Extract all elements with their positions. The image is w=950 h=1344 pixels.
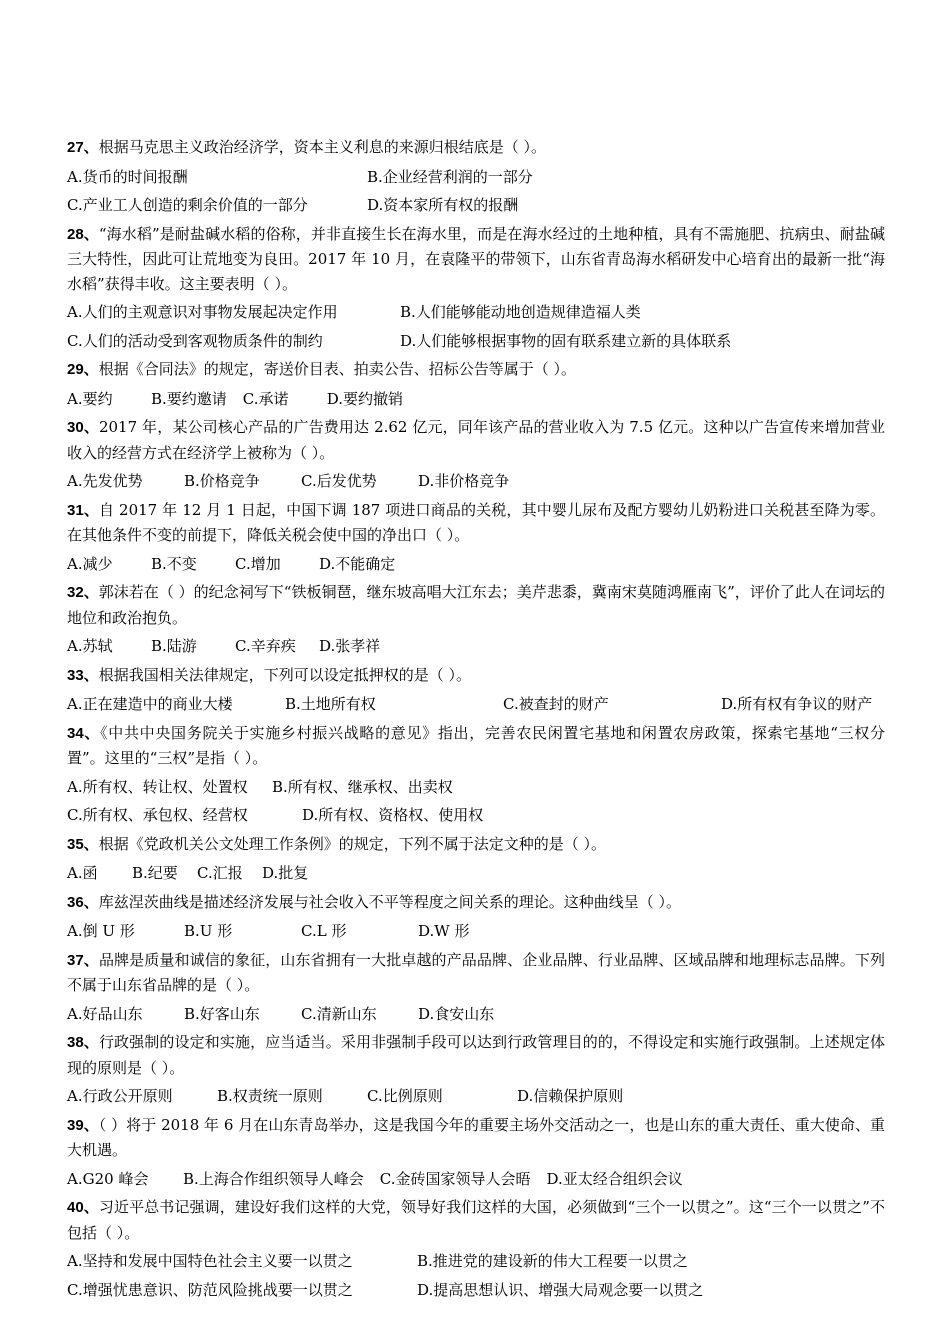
options-row [67, 387, 885, 412]
option-d: D.W 形 [418, 922, 470, 940]
option-d: D.所有权有争议的财产 [721, 695, 873, 713]
option-a: A.货币的时间报酬 [67, 167, 188, 186]
question-27 [67, 135, 885, 161]
option-b: B.陆游 [151, 637, 197, 655]
question-text: 郭沫若在（ ）的纪念祠写下“铁板铜琶，继东坡高唱大江东去；美芹悲黍，冀南宋莫随鸿雁南飞”，评价了此人在词坛的地位和政治抱负。 [67, 583, 885, 627]
question-39 [67, 1113, 885, 1163]
option-c: C.比例原则 [367, 1087, 443, 1105]
option-d: D.提高思想认识、增强大局观念要一以贯之 [417, 1280, 704, 1299]
question-36 [67, 890, 885, 916]
question-text: “海水稻”是耐盐碱水稻的俗称，并非直接生长在海水里，而是在海水经过的土地种植，具有不需施肥、抗病虫、耐盐碱三大特性，因此可让荒地变为良田。2017 年 10 月，在袁隆平的带领下，山东省青岛海水稻研发中心培育出的最新一批“海水稻”获得丰收。这主要表明（ ）。 [67, 224, 885, 293]
option-d: D.信赖保护原则 [517, 1087, 624, 1105]
option-a: A.坚持和发展中国特色社会主义要一以贯之 [67, 1252, 353, 1270]
question-number: 28、 [67, 225, 99, 243]
option-c: C.增强忧患意识、防范风险挑战要一以贯之 [67, 1280, 353, 1299]
option-b: B.上海合作组织领导人峰会 [183, 1169, 364, 1188]
option-b: B.权责统一原则 [217, 1087, 323, 1105]
option-a: A.好品山东 [67, 1004, 143, 1023]
question-29 [67, 357, 885, 383]
options-row [67, 692, 885, 717]
option-d: D.食安山东 [418, 1004, 495, 1023]
question-37 [67, 948, 885, 998]
options-row [67, 919, 885, 944]
exam-questions [67, 131, 885, 1302]
question-text: 《中共中央国务院关于实施乡村振兴战略的意见》指出，完善农民闲置宅基地和闲置农房政策，探索宅基地“三权分置”。这里的“三权”是指（ ）。 [67, 723, 885, 767]
options-row [67, 1084, 885, 1109]
option-d: D.要约撤销 [326, 389, 404, 408]
question-text: 行政强制的设定和实施，应当适当。采用非强制手段可以达到行政管理目的的，不得设定和实施行政强制。上述规定体现的原则是（ ）。 [67, 1033, 886, 1077]
options-row [67, 552, 885, 577]
options-row [67, 329, 885, 354]
options-row [67, 1249, 885, 1274]
question-28 [67, 222, 885, 297]
question-text: 根据《合同法》的规定，寄送价目表、拍卖公告、招标公告等属于（ ）。 [98, 360, 576, 378]
option-b: B.好客山东 [184, 1004, 260, 1023]
option-c: C.清新山东 [301, 1004, 377, 1023]
option-c: C.增加 [235, 554, 281, 573]
options-row [67, 469, 885, 494]
question-number: 38、 [67, 1034, 99, 1051]
option-d: D.亚太经合组织会议 [546, 1169, 683, 1188]
option-b: B.推进党的建设新的伟大工程要一以贯之 [417, 1252, 688, 1270]
option-a: A.正在建造中的商业大楼 [67, 695, 233, 713]
options-row [67, 193, 885, 218]
question-text: （ ）将于 2018 年 6 月在山东青岛举办，这是我国今年的重要主场外交活动之一，也是山东的重大责任、重大使命、重大机遇。 [67, 1115, 885, 1159]
options-row [67, 803, 885, 828]
question-number: 34、 [67, 724, 101, 742]
option-c: C.后发优势 [301, 472, 377, 490]
option-c: C.人们的活动受到客观物质条件的制约 [67, 331, 323, 350]
options-row [67, 861, 885, 886]
question-34 [67, 721, 885, 771]
option-a: A.所有权、转让权、处置权 [67, 777, 248, 796]
question-text: 根据《党政机关公文处理工作条例》的规定，下列不属于法定文种的是（ ）。 [98, 834, 606, 853]
option-c: C.产业工人创造的剩余价值的一部分 [67, 196, 308, 214]
question-number: 35、 [67, 835, 99, 853]
option-b: B.价格竞争 [184, 472, 260, 490]
option-c: C.被查封的财产 [503, 695, 609, 713]
option-b: B.人们能够能动地创造规律造福人类 [400, 303, 641, 321]
question-number: 36、 [67, 893, 99, 911]
options-row [67, 1002, 885, 1027]
question-number: 29、 [67, 361, 99, 378]
question-35 [67, 832, 885, 858]
option-b: B.要约邀请 [151, 389, 227, 408]
question-32 [67, 580, 885, 630]
options-row [67, 1167, 885, 1192]
option-c: C.金砖国家领导人会晤 [379, 1169, 531, 1188]
question-38 [67, 1030, 885, 1080]
question-number: 27、 [67, 139, 99, 156]
option-b: B.所有权、继承权、出卖权 [272, 777, 453, 796]
option-d: D.人们能够根据事物的固有联系建立新的具体联系 [400, 331, 732, 350]
question-number: 32、 [67, 584, 99, 601]
option-d: D.所有权、资格权、使用权 [302, 806, 484, 824]
question-number: 30、 [67, 419, 99, 436]
option-a: A.人们的主观意识对事物发展起决定作用 [67, 303, 338, 321]
question-number: 33、 [67, 666, 99, 684]
question-text: 2017 年，某公司核心产品的广告费用达 2.62 亿元，同年该产品的营业收入为 7.5 亿元。这种以广告宣传来增加营业收入的经营方式在经济学上被称为（ ）。 [67, 418, 885, 462]
question-text: 根据马克思主义政治经济学，资本主义利息的来源归根结底是（ ）。 [98, 138, 546, 156]
question-30 [67, 415, 885, 465]
option-d: D.批复 [262, 864, 309, 882]
options-row [67, 775, 885, 800]
option-a: A.行政公开原则 [67, 1087, 173, 1105]
option-b: B.企业经营利润的一部分 [367, 167, 533, 186]
options-row [67, 300, 885, 325]
question-40 [67, 1195, 885, 1245]
options-row [67, 1278, 885, 1303]
question-text: 自 2017 年 12 月 1 日起，中国下调 187 项进口商品的关税，其中婴儿尿布及配方婴幼儿奶粉进口关税甚至降为零。在其他条件不变的前提下，降低关税会使中国的净出口（ ）。 [67, 500, 885, 544]
question-text: 品牌是质量和诚信的象征，山东省拥有一大批卓越的产品品牌、企业品牌、行业品牌、区域品牌和地理标志品牌。下列不属于山东省品牌的是（ ）。 [67, 950, 886, 994]
option-c: C.承诺 [242, 389, 289, 408]
question-number: 40、 [67, 1199, 99, 1216]
question-text: 库兹涅茨曲线是描述经济发展与社会收入不平等程度之间关系的理论。这种曲线呈（ ）。 [98, 892, 681, 911]
option-a: A.要约 [67, 389, 113, 408]
option-b: B.纪要 [132, 864, 178, 882]
option-b: B.土地所有权 [285, 695, 376, 713]
option-c: C.所有权、承包权、经营权 [67, 806, 248, 824]
option-c: C.L 形 [301, 922, 347, 940]
question-number: 31、 [67, 501, 99, 519]
question-number: 39、 [67, 1116, 99, 1134]
option-d: D.非价格竞争 [418, 472, 510, 490]
option-a: A.苏轼 [67, 637, 113, 655]
question-text: 习近平总书记强调，建设好我们这样的大党，领导好我们这样的大国，必须做到“三个一以贯之”。这“三个一以贯之”不包括（ ）。 [67, 1198, 885, 1242]
option-a: A.减少 [67, 554, 113, 573]
options-row [67, 165, 885, 190]
option-a: A.倒 U 形 [67, 922, 135, 940]
question-text: 根据我国相关法律规定，下列可以设定抵押权的是（ ）。 [98, 665, 471, 684]
question-31 [67, 498, 885, 548]
option-d: D.张孝祥 [319, 637, 381, 655]
question-33 [67, 663, 885, 689]
option-d: D.不能确定 [319, 554, 396, 573]
option-a: A.G20 峰会 [67, 1169, 149, 1188]
option-c: C.汇报 [197, 864, 243, 882]
option-c: C.辛弃疾 [235, 637, 296, 655]
options-row [67, 634, 885, 659]
question-number: 37、 [67, 951, 99, 969]
option-a: A.先发优势 [67, 472, 143, 490]
option-b: B.U 形 [184, 922, 233, 940]
option-d: D.资本家所有权的报酬 [367, 196, 519, 214]
option-b: B.不变 [151, 554, 197, 573]
option-a: A.函 [67, 864, 98, 882]
